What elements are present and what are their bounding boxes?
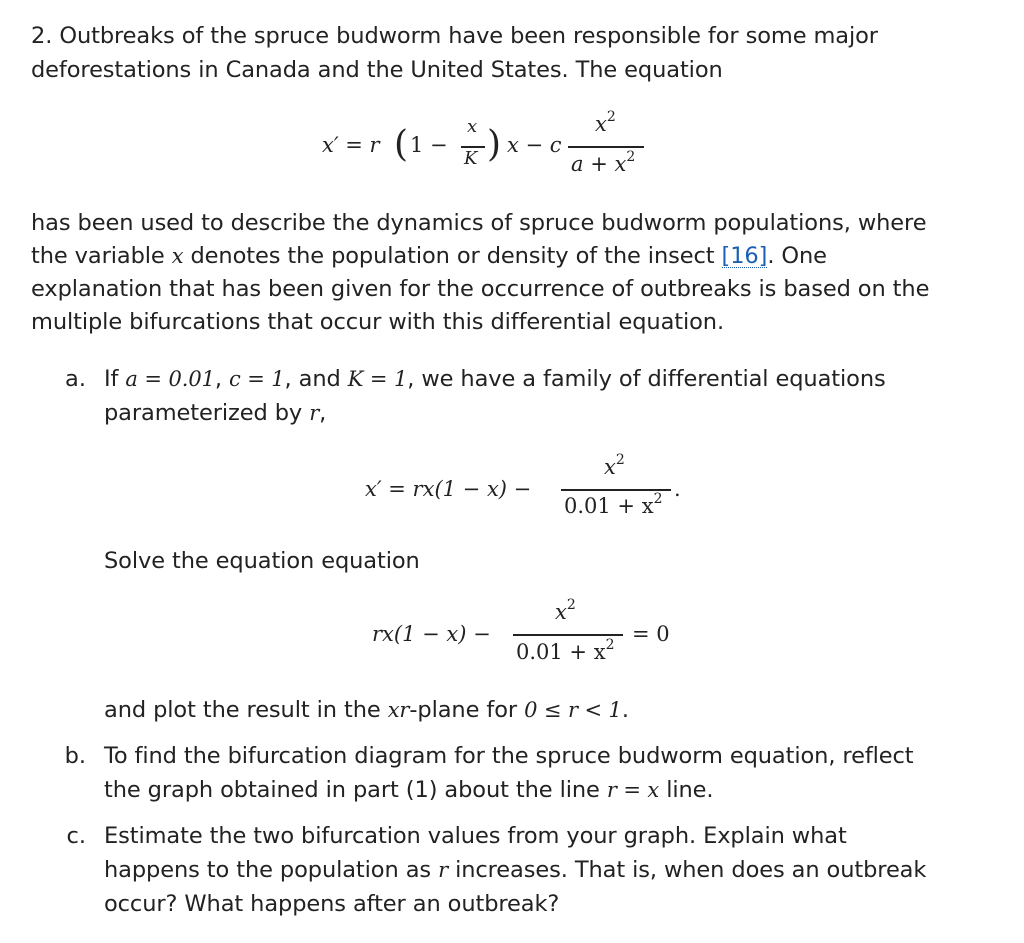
eq3-frac-bar (513, 634, 623, 636)
part-c-marker: c. (66, 823, 86, 849)
eq1-frac-den: K (464, 148, 478, 169)
para-line4: multiple bifurcations that occur with this differential equation. (31, 309, 725, 335)
eq1-frac2-num: $x^2$ (595, 109, 616, 136)
eq3-den: $0.01 + x^2$ (516, 637, 615, 664)
para-line1: has been used to describe the dynamics of spruce budworm populations, where (31, 210, 927, 236)
para-line3: explanation that has been given for the occurrence of outbreaks is based on the (31, 276, 930, 302)
part-a-line1: If a = 0.01, c = 1, and K = 1, we have a family of differential equations (104, 366, 886, 392)
eq3-num: $x^2$ (555, 597, 576, 624)
eq1-paren-close: ) (487, 124, 502, 165)
part-b-line1: To find the bifurcation diagram for the spruce budworm equation, reflect (104, 743, 914, 769)
eq3-rhs: = 0 (632, 622, 670, 646)
eq1-frac2-den: $a + x^2$ (571, 149, 636, 176)
problem-intro-line2: deforestations in Canada and the United States. The equation (31, 57, 723, 83)
intro-text-1: Outbreaks of the spruce budworm have been responsible for some major (59, 23, 878, 49)
eq1-after: x − c (507, 133, 562, 157)
problem-number: 2. (31, 23, 53, 49)
part-c-line3: occur? What happens after an outbreak? (104, 891, 560, 917)
eq2-den: $0.01 + x^2$ (564, 491, 663, 518)
eq2-lhs: x′ = rx(1 − x) − (365, 477, 532, 501)
part-b-line2: the graph obtained in part (1) about the line r = x line. (104, 777, 714, 803)
eq1-one-minus: 1 − (410, 133, 448, 157)
eq2-num: $x^2$ (604, 452, 625, 479)
para-line2: the variable x denotes the population or density of the insect [16]. One (31, 243, 827, 269)
solve-text: Solve the equation equation (104, 548, 420, 574)
part-b-marker: b. (64, 743, 86, 769)
part-a-marker: a. (65, 366, 86, 392)
var-x: x (171, 244, 184, 268)
eq3-lhs: rx(1 − x) − (372, 622, 491, 646)
part-c-line1: Estimate the two bifurcation values from your graph. Explain what (104, 823, 847, 849)
eq1-frac-num: x (467, 116, 478, 137)
eq1-lhs: x′ = r (322, 133, 380, 157)
eq1-paren-open: ( (394, 124, 409, 165)
plot-instruction: and plot the result in the xr-plane for 0 ≤ r < 1. (104, 697, 629, 723)
part-c-line2: happens to the population as r increases. That is, when does an outbreak (104, 857, 927, 883)
part-a-line2: parameterized by r, (104, 400, 327, 426)
eq2-end: . (674, 477, 681, 501)
citation-link[interactable]: [16] (721, 243, 768, 269)
